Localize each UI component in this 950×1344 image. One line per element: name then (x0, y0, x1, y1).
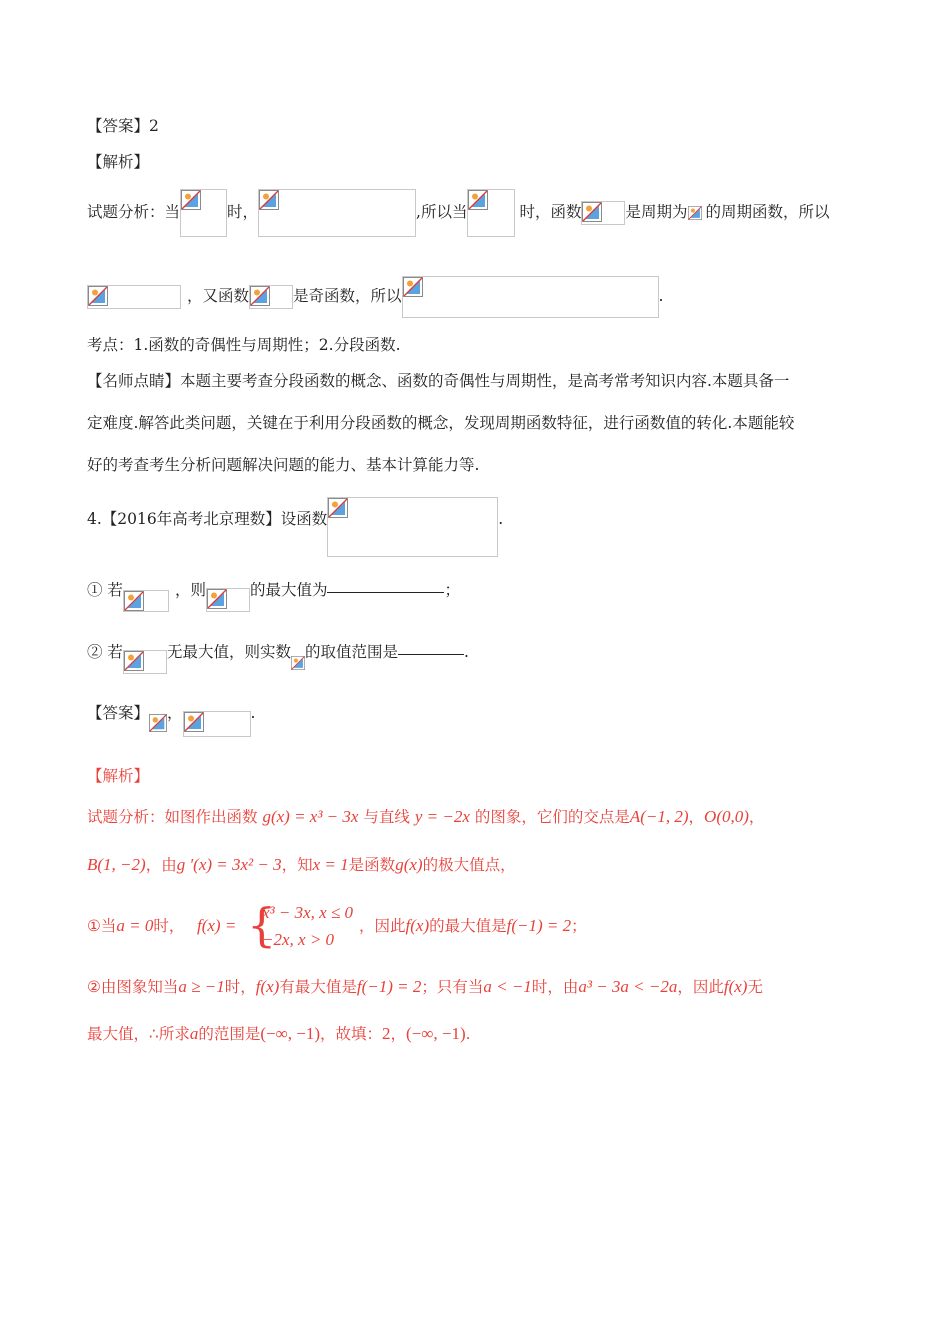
broken-image-icon (149, 713, 167, 733)
formula-image (327, 497, 498, 557)
red-line-2 (87, 855, 516, 875)
broken-image-icon (403, 277, 423, 297)
math-expression: a ≥ −1 (178, 977, 225, 996)
brace-symbol: { (247, 898, 277, 952)
broken-image-icon (291, 654, 305, 672)
text-segment: 的图象，它们的交点是 (474, 808, 630, 826)
broken-image-icon (88, 286, 108, 306)
text-segment: ；只有当 (421, 978, 484, 996)
piecewise-case-2: −2x, x > 0 (262, 930, 335, 949)
text-segment: 与直线 (363, 808, 410, 826)
text-segment: . (498, 510, 504, 528)
formula-image (123, 590, 169, 612)
text-segment: ， (167, 704, 183, 722)
formula-image (581, 201, 625, 225)
text-segment: 最大值，∴所求 (87, 1025, 190, 1043)
formula-image (467, 189, 515, 237)
math-expression: O(0,0) (704, 807, 749, 826)
broken-image-icon (124, 591, 144, 611)
text-segment: ，则 (174, 581, 206, 599)
text-segment: 试题分析：如图作出函数 (87, 808, 258, 826)
broken-image-icon (250, 286, 270, 306)
question-stem: 4.【2016年高考北京理数】设函数 (87, 510, 328, 528)
text-segment: ，由 (145, 856, 177, 874)
mingshi-line-1: 【名师点睛】本题主要考查分段函数的概念、函数的奇偶性与周期性，是高考常考知识内容.本题具备一 (87, 372, 790, 390)
text-segment: ， (390, 1025, 407, 1043)
text-segment: 试题分析：当 (87, 203, 181, 221)
formula-image (249, 285, 293, 309)
broken-image-icon (328, 498, 348, 518)
text-segment: ② 若 (87, 643, 123, 661)
formula-image (402, 276, 659, 318)
text-segment: ①当a = 0时， (87, 916, 185, 935)
formula-image (688, 204, 702, 222)
formula-image (123, 650, 167, 674)
math-expression: 2 (382, 1024, 391, 1043)
text-segment: ，又函数 (187, 287, 250, 305)
formula-image (258, 189, 416, 237)
text-segment: 的极大值点， (422, 856, 516, 874)
math-expression: g ′(x) = 3x² − 3 (176, 855, 282, 874)
text-segment: . (465, 1025, 471, 1043)
broken-image-icon (259, 190, 279, 210)
broken-image-icon (468, 190, 488, 210)
broken-image-icon (181, 190, 201, 210)
formula-image (149, 713, 167, 731)
math-expression: f(x) = (197, 916, 237, 935)
text-segment: 时， (224, 978, 256, 996)
text-segment: ，因此 (677, 978, 724, 996)
text-segment: 是周期为 (625, 203, 688, 221)
text-segment: . (463, 643, 469, 661)
math-expression: f(x) (723, 977, 748, 996)
mingshi-line-2: 定难度.解答此类问题，关键在于利用分段函数的概念，发现周期函数特征，进行函数值的转化.本题能较 (87, 414, 795, 432)
text-segment: 的取值范围是 (304, 643, 398, 661)
text-segment: 时，函数 (519, 203, 582, 221)
text-segment: ， (688, 808, 705, 826)
formula-image (180, 189, 227, 237)
red-line-4 (87, 977, 763, 997)
answer-label: 【答案】 (87, 704, 150, 722)
text-segment: ②由图象知当 (87, 978, 179, 996)
math-expression: f(x) (255, 977, 280, 996)
math-expression: a³ − 3a < −2a (578, 977, 678, 996)
mingshi-line-3: 好的考查考生分析问题解决问题的能力、基本计算能力等. (87, 456, 480, 474)
text-segment: ，因此f(x)的最大值是f(−1) = 2； (359, 916, 587, 935)
piecewise-case-1: x³ − 3x, x ≤ 0 (262, 903, 354, 922)
broken-image-icon (184, 712, 204, 732)
text-segment: 时，由 (531, 978, 579, 996)
math-expression: a (189, 1024, 199, 1043)
text-segment: 的最大值为 (249, 581, 328, 599)
broken-image-icon (124, 651, 144, 671)
text-segment: . (658, 287, 664, 305)
broken-image-icon (582, 202, 602, 222)
text-segment: 的周期函数，所以 (705, 203, 830, 221)
text-segment: 是函数 (348, 856, 396, 874)
math-expression: (−∞, −1) (260, 1024, 321, 1043)
answer-line-2 (87, 703, 255, 739)
text-segment: ，知 (281, 856, 313, 874)
answer-label: 【答案】 (87, 117, 150, 135)
math-expression: a < −1 (483, 977, 532, 996)
analysis-line-1 (87, 188, 830, 236)
math-expression: g(x) = x³ − 3x (262, 807, 359, 826)
text-segment: ； (444, 581, 460, 599)
red-line-1 (87, 807, 764, 827)
answer-blank[interactable] (327, 578, 444, 593)
math-expression: A(−1, 2) (629, 807, 689, 826)
text-segment: 时， (227, 203, 259, 221)
text-segment: 的范围是 (198, 1025, 261, 1043)
text-segment: ，故填： (320, 1025, 383, 1043)
math-expression: f(−1) = 2 (356, 977, 422, 996)
text-segment: 无最大值，则实数 (166, 643, 291, 661)
question-4 (87, 497, 503, 557)
formula-image (291, 654, 305, 672)
text-segment: ① 若 (87, 581, 123, 599)
kaodian-line: 考点：1.函数的奇偶性与周期性；2.分段函数. (87, 336, 401, 354)
analysis-heading: 【解析】 (87, 153, 150, 171)
formula-image (206, 588, 250, 612)
text-segment: ,所以当 (416, 203, 468, 221)
broken-image-icon (688, 204, 702, 222)
math-expression: g(x) (395, 855, 423, 874)
math-expression: B(1, −2) (87, 855, 146, 874)
formula-image (87, 285, 181, 309)
answer-blank[interactable] (398, 640, 464, 655)
text-segment: 有最大值是 (279, 978, 357, 996)
math-expression: x = 1 (312, 855, 349, 874)
text-segment: 是奇函数，所以 (293, 287, 402, 305)
question-4-part-2 (87, 640, 469, 676)
text-segment: ， (748, 808, 765, 826)
formula-image (183, 711, 251, 737)
broken-image-icon (207, 589, 227, 609)
question-4-part-1 (87, 578, 460, 614)
math-expression: y = −2x (414, 807, 470, 826)
answer-value: 2 (149, 117, 159, 135)
text-segment: 无 (747, 978, 763, 996)
red-analysis-heading: 【解析】 (87, 767, 150, 785)
math-expression: (−∞, −1) (406, 1024, 466, 1043)
analysis-line-2 (87, 274, 663, 318)
red-line-5 (87, 1024, 471, 1044)
answer-line-1 (87, 116, 159, 136)
text-segment: . (250, 704, 256, 722)
